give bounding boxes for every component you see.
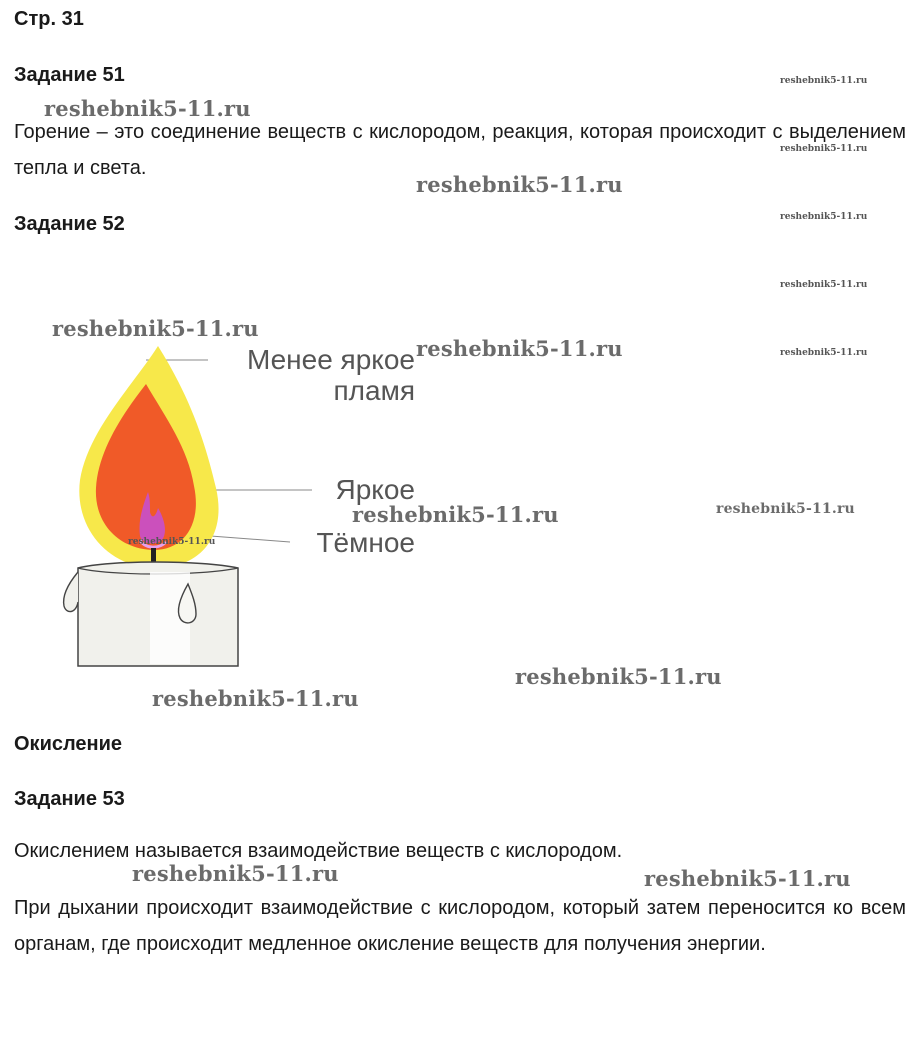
task-53-text-1: Окислением называется взаимодействие веществ с кислородом. [14,840,623,862]
watermark: reshebnik5-11.ru [515,664,722,689]
watermark-small: reshebnik5-11.ru [128,537,216,547]
watermark-small: reshebnik5-11.ru [780,280,868,290]
watermark: reshebnik5-11.ru [152,686,359,711]
figure-label-bright: Яркое [335,474,415,505]
watermark-small: reshebnik5-11.ru [780,144,868,154]
watermark: reshebnik5-11.ru [52,316,259,341]
watermark: reshebnik5-11.ru [416,336,623,361]
candle-drip-left [64,572,78,612]
page-label: Стр. 31 [14,8,84,30]
watermark: reshebnik5-11.ru [132,861,339,886]
section-oxidation-title: Окисление [14,733,123,755]
watermark: reshebnik5-11.ru [44,96,251,121]
task-51-text: Горение – это соединение веществ с кислородом, реакция, которая происходит с выделением тепла и света. [14,121,906,179]
watermark: reshebnik5-11.ru [644,866,851,891]
task-51-title: Задание 51 [14,64,125,86]
watermark-small: reshebnik5-11.ru [780,348,868,358]
figure-label-less-bright-line2: пламя [333,375,415,406]
figure-label-dark: Тёмное [316,527,415,558]
task-52-title: Задание 52 [14,213,125,235]
figure-label-less-bright-line1: Менее яркое [246,344,415,375]
task-53-text-2: При дыхании происходит взаимодействие с кислородом, который затем переносится ко всем органам, где происходит медленное окисление веществ для получения энергии. [14,897,906,955]
watermark: reshebnik5-11.ru [416,172,623,197]
watermark-small: reshebnik5-11.ru [780,76,868,86]
task-53-title: Задание 53 [14,788,125,810]
watermark-medium: reshebnik5-11.ru [716,501,855,517]
watermark-small: reshebnik5-11.ru [780,212,868,222]
watermark: reshebnik5-11.ru [352,502,559,527]
